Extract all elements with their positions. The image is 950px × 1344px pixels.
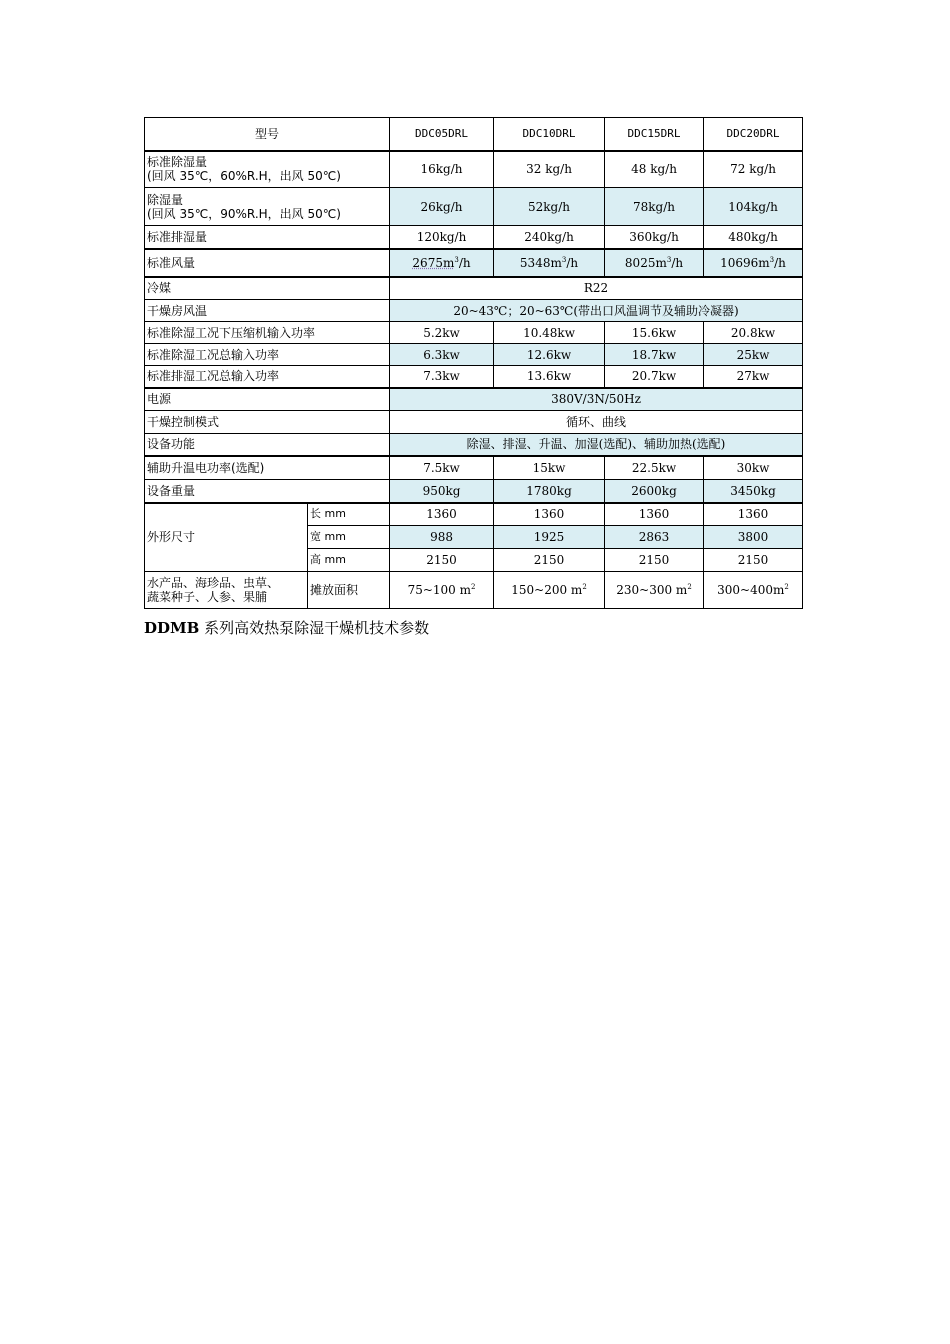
power-supply-value: 380V/3N/50Hz <box>390 388 803 411</box>
compressor-power-value-1: 5.2kw <box>390 322 494 344</box>
aux-heat-row <box>145 456 803 480</box>
dehum-total-power-value-4: 25kw <box>704 344 803 366</box>
aux-heat-value-2: 15kw <box>494 456 605 480</box>
control-mode-label: 干燥控制模式 <box>145 411 390 434</box>
exhaust-total-power-label: 标准排湿工况总输入功率 <box>145 366 390 388</box>
spec-table <box>144 117 803 609</box>
length-value-2: 1360 <box>494 503 605 526</box>
weight-value-2: 1780kg <box>494 480 605 503</box>
model-2: DDC10DRL <box>494 118 605 151</box>
exhaust-total-power-value-4: 27kw <box>704 366 803 388</box>
area-value-4: $300\sim 400m^2$ <box>704 572 803 609</box>
width-label: 宽 mm <box>308 526 390 549</box>
std-dehum-row <box>145 151 803 188</box>
model-4: DDC20DRL <box>704 118 803 151</box>
weight-value-1: 950kg <box>390 480 494 503</box>
area-products-line1: 水产品、海珍品、虫草、 <box>147 576 280 590</box>
std-exhaust-label: 标准排湿量 <box>145 226 390 249</box>
std-dehum-label <box>145 151 390 188</box>
power-supply-label: 电源 <box>145 388 390 411</box>
height-label: 高 mm <box>308 549 390 572</box>
exhaust-total-power-row <box>145 366 803 388</box>
dehum-value-1: 26kg/h <box>390 188 494 226</box>
width-value-4: 3800 <box>704 526 803 549</box>
std-exhaust-value-2: 240kg/h <box>494 226 605 249</box>
airflow-row <box>145 249 803 277</box>
aux-heat-value-3: 22.5kw <box>605 456 704 480</box>
width-value-2: 1925 <box>494 526 605 549</box>
width-value-3: 2863 <box>605 526 704 549</box>
compressor-power-value-2: 10.48kw <box>494 322 605 344</box>
dehum-total-power-value-3: 18.7kw <box>605 344 704 366</box>
weight-value-4: 3450kg <box>704 480 803 503</box>
dehum-label-line2: (回风 35℃，90%R.H，出风 50℃) <box>147 206 341 221</box>
std-exhaust-row <box>145 226 803 249</box>
dehum-value-4: 104kg/h <box>704 188 803 226</box>
airflow-value-1: $2675m^3/h$ <box>390 249 494 277</box>
height-value-1: 2150 <box>390 549 494 572</box>
area-products-label <box>145 572 308 609</box>
compressor-power-value-4: 20.8kw <box>704 322 803 344</box>
function-row <box>145 434 803 456</box>
dry-temp-label: 干燥房风温 <box>145 300 390 322</box>
std-dehum-label-line1: 标准除湿量 <box>147 155 208 170</box>
airflow-value-2: $5348m^3/h$ <box>494 249 605 277</box>
table-caption <box>144 617 429 638</box>
length-label: 长 mm <box>308 503 390 526</box>
function-label: 设备功能 <box>145 434 390 456</box>
dehum-value-3: 78kg/h <box>605 188 704 226</box>
airflow-label: 标准风量 <box>145 249 390 277</box>
exhaust-total-power-value-2: 13.6kw <box>494 366 605 388</box>
area-row <box>145 572 803 609</box>
function-value: 除湿、排湿、升温、加湿(选配)、辅助加热(选配) <box>390 434 803 456</box>
dehum-total-power-value-1: 6.3kw <box>390 344 494 366</box>
refrigerant-row <box>145 277 803 300</box>
height-value-3: 2150 <box>605 549 704 572</box>
exhaust-total-power-value-1: 7.3kw <box>390 366 494 388</box>
std-exhaust-value-4: 480kg/h <box>704 226 803 249</box>
power-supply-row <box>145 388 803 411</box>
dehum-total-power-value-2: 12.6kw <box>494 344 605 366</box>
width-value-1: 988 <box>390 526 494 549</box>
caption-model-series: DDMB <box>144 619 200 637</box>
std-exhaust-value-3: 360kg/h <box>605 226 704 249</box>
dehum-label <box>145 188 390 226</box>
airflow-value-4: $10696m^3/h$ <box>704 249 803 277</box>
dry-temp-value: 20~43℃；20~63℃(带出口风温调节及辅助冷凝器) <box>390 300 803 322</box>
std-dehum-value-3: 48 kg/h <box>605 151 704 188</box>
dehum-label-line1: 除湿量 <box>147 192 184 207</box>
weight-value-3: 2600kg <box>605 480 704 503</box>
std-dehum-value-2: 32 kg/h <box>494 151 605 188</box>
refrigerant-label: 冷媒 <box>145 277 390 300</box>
caption-text: 系列高效热泵除湿干燥机技术参数 <box>199 619 430 637</box>
exhaust-total-power-value-3: 20.7kw <box>605 366 704 388</box>
refrigerant-value: R22 <box>390 277 803 300</box>
length-value-4: 1360 <box>704 503 803 526</box>
area-sub-label: 摊放面积 <box>308 572 390 609</box>
weight-row <box>145 480 803 503</box>
model-3: DDC15DRL <box>605 118 704 151</box>
area-value-2: 150~200 $m^2$ <box>494 572 605 609</box>
airflow-value-3: $8025m^3/h$ <box>605 249 704 277</box>
compressor-power-label: 标准除湿工况下压缩机输入功率 <box>145 322 390 344</box>
area-products-line2: 蔬菜种子、人参、果脯 <box>147 590 268 604</box>
dimension-length-row <box>145 503 803 526</box>
std-dehum-label-line2: (回风 35℃，60%R.H，出风 50℃) <box>147 169 341 184</box>
dimensions-label: 外形尺寸 <box>145 503 308 572</box>
std-dehum-value-1: 16kg/h <box>390 151 494 188</box>
std-exhaust-value-1: 120kg/h <box>390 226 494 249</box>
dehum-total-power-row <box>145 344 803 366</box>
length-value-1: 1360 <box>390 503 494 526</box>
aux-heat-value-4: 30kw <box>704 456 803 480</box>
length-value-3: 1360 <box>605 503 704 526</box>
control-mode-row <box>145 411 803 434</box>
control-mode-value: 循环、曲线 <box>390 411 803 434</box>
compressor-power-value-3: 15.6kw <box>605 322 704 344</box>
dry-temp-row <box>145 300 803 322</box>
weight-label: 设备重量 <box>145 480 390 503</box>
std-dehum-value-4: 72 kg/h <box>704 151 803 188</box>
dehum-total-power-label: 标准除湿工况总输入功率 <box>145 344 390 366</box>
model-1: DDC05DRL <box>390 118 494 151</box>
area-value-1: 75~100 $m^2$ <box>390 572 494 609</box>
model-header: 型号 <box>145 118 390 151</box>
aux-heat-value-1: 7.5kw <box>390 456 494 480</box>
area-value-3: 230~300 $m^2$ <box>605 572 704 609</box>
header-row <box>145 118 803 151</box>
compressor-power-row <box>145 322 803 344</box>
aux-heat-label: 辅助升温电功率(选配) <box>145 456 390 480</box>
dehum-value-2: 52kg/h <box>494 188 605 226</box>
dehum-row <box>145 188 803 226</box>
height-value-2: 2150 <box>494 549 605 572</box>
height-value-4: 2150 <box>704 549 803 572</box>
